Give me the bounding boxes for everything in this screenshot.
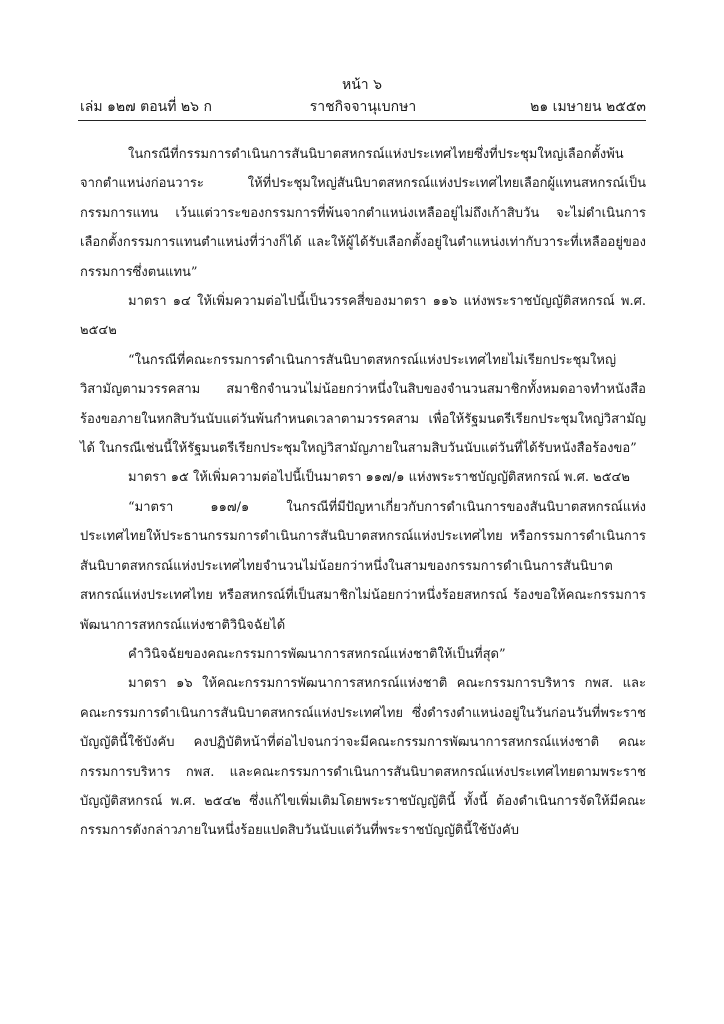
volume-issue: เล่ม ๑๒๗ ตอนที่ ๒๖ ก: [80, 99, 212, 115]
document-body: [80, 140, 646, 846]
gazette-title: ราชกิจจานุเบกษา: [309, 99, 417, 115]
publication-date: ๒๑ เมษายน ๒๕๕๓: [530, 99, 646, 115]
paragraph-extraordinary-meeting: “ในกรณีที่คณะกรรมการดำเนินการสันนิบาตสหกรณ์แห่งประเทศไทยไม่เรียกประชุมใหญ่วิสามัญตามวรรคสาม สมาชิกจำนวนไม่น้อยกว่าหนึ่งในสิบของจำนวนสมาชิกทั้งหมดอาจทำหนังสือร้องขอภายในหกสิบวันนับแต่วันพ้นกำหนดเวลาตามวรรคสาม เพื่อให้รัฐมนตรีเรียกประชุมใหญ่วิสามัญได้ ในกรณีเช่นนี้ให้รัฐมนตรีเรียกประชุมใหญ่วิสามัญภายในสามสิบวันนับแต่วันที่ได้รับหนังสือร้องขอ”: [80, 352, 646, 457]
page-number: หน้า ๖: [342, 77, 382, 93]
running-header: [80, 96, 646, 116]
paragraph-section-15: มาตรา ๑๕ ให้เพิ่มความต่อไปนี้เป็นมาตรา ๑๑๗/๑ แห่งพระราชบัญญัติสหกรณ์ พ.ศ. ๒๕๔๒: [128, 470, 630, 486]
paragraph-section-14: มาตรา ๑๔ ให้เพิ่มความต่อไปนี้เป็นวรรคสี่ของมาตรา ๑๑๖ แห่งพระราชบัญญัติสหกรณ์ พ.ศ. ๒๕๔๒: [80, 294, 646, 339]
paragraph-vacancy-clause: ในกรณีที่กรรมการดำเนินการสันนิบาตสหกรณ์แห่งประเทศไทยซึ่งที่ประชุมใหญ่เลือกตั้งพ้นจากตำแหน่งก่อนวาระ ให้ที่ประชุมใหญ่สันนิบาตสหกรณ์แห่งประเทศไทยเลือกผู้แทนสหกรณ์เป็นกรรมการแทน เว้นแต่วาระของกรรมการที่พ้นจากตำแหน่งเหลืออยู่ไม่ถึงเก้าสิบวัน จะไม่ดำเนินการเลือกตั้งกรรมการแทนตำแหน่งที่ว่างก็ได้ และให้ผู้ได้รับเลือกตั้งอยู่ในตำแหน่งเท่ากับวาระที่เหลืออยู่ของกรรมการซึ่งตนแทน”: [80, 147, 646, 280]
paragraph-section-16: มาตรา ๑๖ ให้คณะกรรมการพัฒนาการสหกรณ์แห่งชาติ คณะกรรมการบริหาร กพส. และคณะกรรมการดำเนินการสันนิบาตสหกรณ์แห่งประเทศไทย ซึ่งดำรงตำแหน่งอยู่ในวันก่อนวันที่พระราชบัญญัตินี้ใช้บังคับ คงปฏิบัติหน้าที่ต่อไปจนกว่าจะมีคณะกรรมการพัฒนาการสหกรณ์แห่งชาติ คณะกรรมการบริหาร กพส. และคณะกรรมการดำเนินการสันนิบาตสหกรณ์แห่งประเทศไทยตามพระราชบัญญัติสหกรณ์ พ.ศ. ๒๕๔๒ ซึ่งแก้ไขเพิ่มเติมโดยพระราชบัญญัตินี้ ทั้งนี้ ต้องดำเนินการจัดให้มีคณะกรรมการดังกล่าวภายในหนึ่งร้อยแปดสิบวันนับแต่วันที่พระราชบัญญัตินี้ใช้บังคับ: [80, 676, 646, 839]
paragraph-final-decision: คำวินิจฉัยของคณะกรรมการพัฒนาการสหกรณ์แห่งชาติให้เป็นที่สุด”: [128, 646, 506, 662]
header-divider: [78, 120, 646, 121]
paragraph-section-117-1: “มาตรา ๑๑๗/๑ ในกรณีที่มีปัญหาเกี่ยวกับการดำเนินการของสันนิบาตสหกรณ์แห่งประเทศไทยให้ประธานกรรมการดำเนินการสันนิบาตสหกรณ์แห่งประเทศไทย หรือกรรมการดำเนินการสันนิบาตสหกรณ์แห่งประเทศไทยจำนวนไม่น้อยกว่าหนึ่งในสามของกรรมการดำเนินการสันนิบาตสหกรณ์แห่งประเทศไทย หรือสหกรณ์ที่เป็นสมาชิกไม่น้อยกว่าหนึ่งร้อยสหกรณ์ ร้องขอให้คณะกรรมการพัฒนาการสหกรณ์แห่งชาติวินิจฉัยได้: [80, 499, 646, 633]
